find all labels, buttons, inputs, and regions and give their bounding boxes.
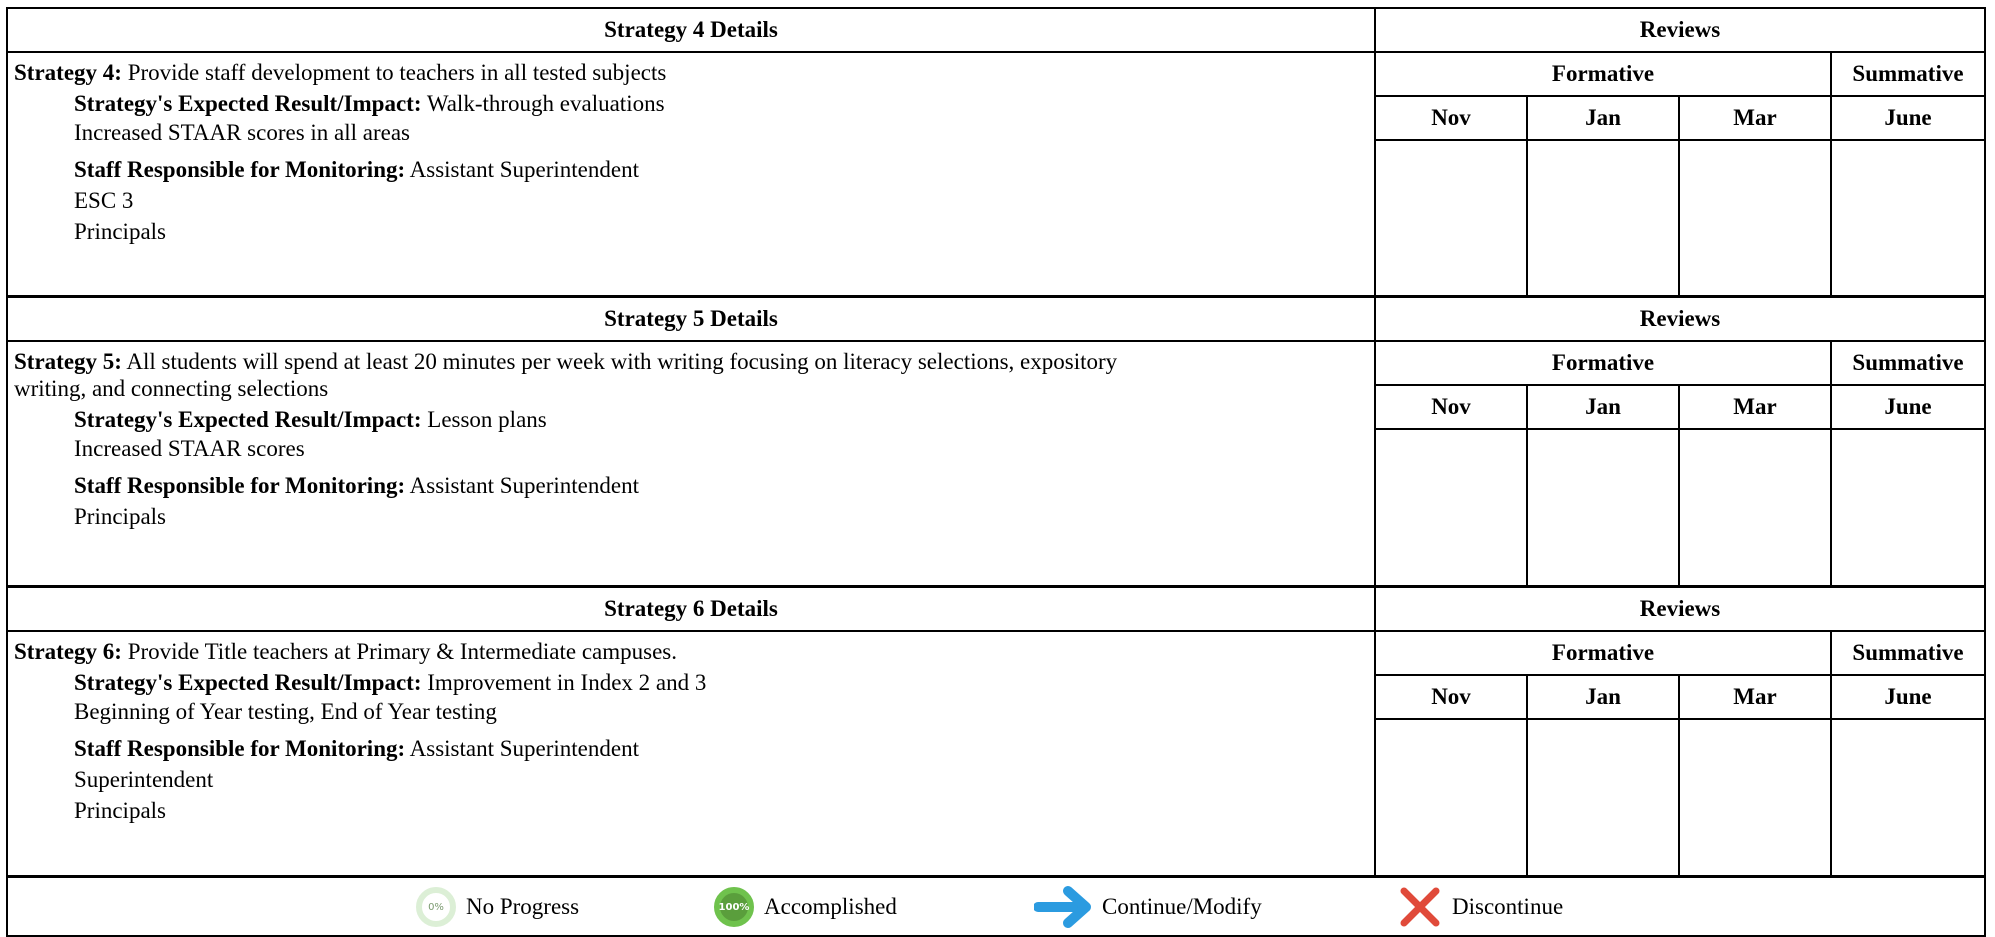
month-mar: Mar xyxy=(1680,676,1832,720)
month-jan: Jan xyxy=(1528,97,1680,141)
formative-header: Formative xyxy=(1376,342,1832,386)
month-june: June xyxy=(1832,676,1984,720)
summative-header: Summative xyxy=(1832,53,1984,97)
review-grid xyxy=(1376,342,1984,585)
strategy-details-body xyxy=(8,342,1376,585)
strategy-label: Strategy 5: xyxy=(14,349,122,374)
continue-arrow-icon xyxy=(1034,885,1092,929)
month-mar: Mar xyxy=(1680,97,1832,141)
staff-extra: Principals xyxy=(74,504,166,529)
month-nov: Nov xyxy=(1376,386,1528,430)
strategy-text-cont: writing, and connecting selections xyxy=(14,376,329,401)
review-cell-jan[interactable] xyxy=(1528,430,1680,585)
month-mar: Mar xyxy=(1680,386,1832,430)
review-cell-mar[interactable] xyxy=(1680,141,1832,295)
strategy-details-header: Strategy 5 Details xyxy=(8,298,1376,342)
staff-label: Staff Responsible for Monitoring: xyxy=(74,473,406,498)
strategy-label: Strategy 4: xyxy=(14,60,122,85)
month-june: June xyxy=(1832,97,1984,141)
review-cell-june[interactable] xyxy=(1832,430,1984,585)
summative-header: Summative xyxy=(1832,342,1984,386)
review-cell-mar[interactable] xyxy=(1680,720,1832,875)
strategy-label: Strategy 6: xyxy=(14,639,122,664)
month-jan: Jan xyxy=(1528,386,1680,430)
legend-label: Accomplished xyxy=(764,894,897,919)
result-label: Strategy's Expected Result/Impact: xyxy=(74,91,422,116)
month-nov: Nov xyxy=(1376,676,1528,720)
summative-header: Summative xyxy=(1832,632,1984,676)
result-text: Improvement in Index 2 and 3 xyxy=(427,670,707,695)
staff-extra: Principals xyxy=(74,798,166,823)
month-nov: Nov xyxy=(1376,97,1528,141)
result-extra: Beginning of Year testing, End of Year testing xyxy=(74,699,497,724)
month-jan: Jan xyxy=(1528,676,1680,720)
staff-extra: ESC 3 xyxy=(74,188,134,213)
staff-text: Assistant Superintendent xyxy=(409,736,639,761)
staff-extra: Principals xyxy=(74,219,166,244)
strategy-page xyxy=(6,7,1986,937)
legend-label: Continue/Modify xyxy=(1102,894,1262,919)
review-grid xyxy=(1376,632,1984,875)
strategy-text: Provide Title teachers at Primary & Intermediate campuses. xyxy=(127,639,677,664)
strategy-details-header: Strategy 4 Details xyxy=(8,9,1376,53)
strategy-block-6 xyxy=(6,587,1986,877)
review-cell-nov[interactable] xyxy=(1376,720,1528,875)
strategy-details-body xyxy=(8,632,1376,875)
result-text: Lesson plans xyxy=(427,407,547,432)
review-cell-mar[interactable] xyxy=(1680,430,1832,585)
review-cell-nov[interactable] xyxy=(1376,141,1528,295)
legend-no-progress xyxy=(416,878,579,936)
review-cell-june[interactable] xyxy=(1832,141,1984,295)
strategy-block-4 xyxy=(6,7,1986,297)
legend-accomplished xyxy=(714,878,897,936)
review-cell-nov[interactable] xyxy=(1376,430,1528,585)
staff-label: Staff Responsible for Monitoring: xyxy=(74,736,406,761)
strategy-text: All students will spend at least 20 minutes per week with writing focusing on literacy selections, expository xyxy=(126,349,1118,374)
formative-header: Formative xyxy=(1376,632,1832,676)
strategy-details-header: Strategy 6 Details xyxy=(8,588,1376,632)
reviews-header: Reviews xyxy=(1376,588,1984,632)
staff-label: Staff Responsible for Monitoring: xyxy=(74,157,406,182)
legend-continue-modify xyxy=(1034,878,1262,936)
staff-text: Assistant Superintendent xyxy=(409,157,639,182)
progress-legend xyxy=(6,877,1986,937)
month-june: June xyxy=(1832,386,1984,430)
result-extra: Increased STAAR scores in all areas xyxy=(74,120,411,145)
result-extra: Increased STAAR scores xyxy=(74,436,305,461)
strategy-details-body xyxy=(8,53,1376,295)
legend-discontinue xyxy=(1398,878,1563,936)
no-progress-icon: 0% xyxy=(416,887,456,927)
review-grid xyxy=(1376,53,1984,295)
reviews-header: Reviews xyxy=(1376,9,1984,53)
result-label: Strategy's Expected Result/Impact: xyxy=(74,407,422,432)
strategy-text: Provide staff development to teachers in all tested subjects xyxy=(127,60,667,85)
staff-extra: Superintendent xyxy=(74,767,214,792)
accomplished-icon: 100% xyxy=(714,887,754,927)
discontinue-x-icon xyxy=(1398,885,1442,929)
strategy-block-5 xyxy=(6,297,1986,587)
result-text: Walk-through evaluations xyxy=(426,91,665,116)
result-label: Strategy's Expected Result/Impact: xyxy=(74,670,422,695)
formative-header: Formative xyxy=(1376,53,1832,97)
legend-label: No Progress xyxy=(466,894,580,919)
legend-label: Discontinue xyxy=(1452,894,1564,919)
staff-text: Assistant Superintendent xyxy=(409,473,639,498)
review-cell-june[interactable] xyxy=(1832,720,1984,875)
review-cell-jan[interactable] xyxy=(1528,720,1680,875)
review-cell-jan[interactable] xyxy=(1528,141,1680,295)
reviews-header: Reviews xyxy=(1376,298,1984,342)
